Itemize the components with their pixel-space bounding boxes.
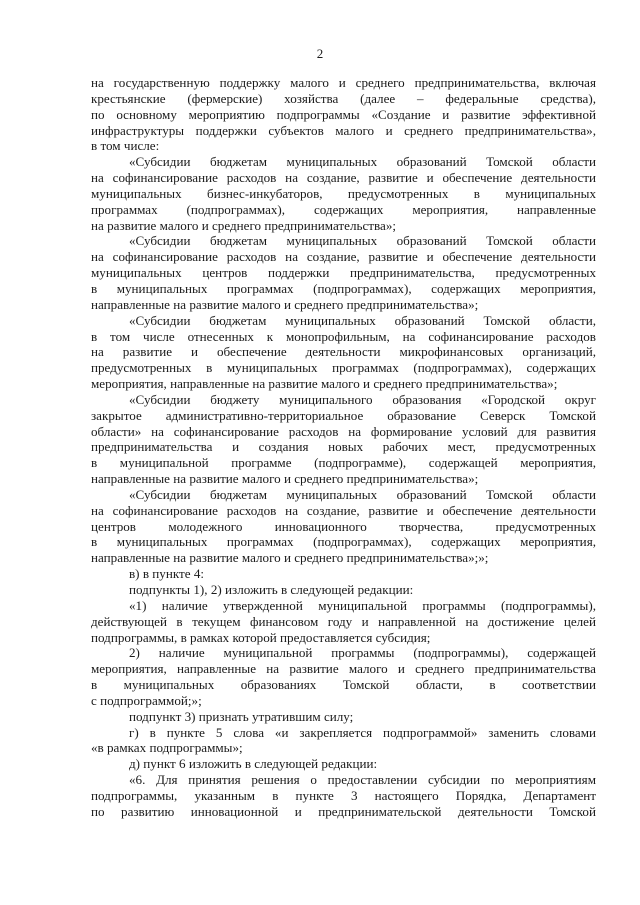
text-line: в муниципальной программе (подпрограмме), содержащей мероприятия, [91,455,596,471]
text-line: д) пункт 6 изложить в следующей редакции: [129,756,378,772]
text-line: по основному мероприятию подпрограммы «Создание и развитие эффективной [91,106,596,122]
text-line: «Субсидии бюджету муниципального образования «Городской округ [129,391,596,407]
text-line: в) в пункте 4: [129,566,205,582]
text-line: крестьянские (фермерские) хозяйства (далее – федеральные средства), [91,90,596,106]
text-line: «6. Для принятия решения о предоставлении субсидии по мероприятиям [129,772,596,788]
text-line: действующей в текущем финансовом году и направленной на достижение целей [91,613,596,629]
text-line: «1) наличие утвержденной муниципальной программы (подпрограммы), [129,597,596,613]
text-line: направленные на развитие малого и среднего предпринимательства»; [91,296,479,312]
text-line: в том числе: [91,138,160,154]
text-line: подпункт 3) признать утратившим силу; [129,708,354,724]
text-line: мероприятия, направленные на развитие малого и среднего предпринимательства»; [91,376,558,392]
text-line: на государственную поддержку малого и среднего предпринимательства, включая [91,75,596,90]
text-line: закрытое административно-территориальное образование Северск Томской [91,407,596,423]
text-line: на софинансирование расходов на создание, развитие и обеспечение деятельности [91,502,596,518]
text-line: «в рамках подпрограммы»; [91,740,243,756]
text-line: г) в пункте 5 слова «и закрепляется подпрограммой» заменить словами [129,724,596,740]
text-line: предусмотренных в муниципальных программах (подпрограммах), содержащих [91,360,596,376]
document-body [91,75,596,820]
text-line: с подпрограммой;»; [91,692,202,708]
text-line: на развитие и обеспечение деятельности микрофинансовых организаций, [91,344,596,360]
text-line: программах (подпрограммах), содержащих мероприятия, направленные [91,201,596,217]
page-number: 2 [316,46,324,61]
text-line: по развитию инновационной и предпринимательской деятельности Томской [91,803,596,819]
text-line: «Субсидии бюджетам муниципальных образований Томской области [129,486,596,502]
text-line: мероприятия, направленные на развитие малого и среднего предпринимательства [91,661,596,677]
text-line: в муниципальных программах (подпрограммах), содержащих мероприятия, [91,280,596,296]
text-line: муниципальных бизнес-инкубаторов, предусмотренных в муниципальных [91,185,596,201]
text-line: муниципальных центров поддержки предпринимательства, предусмотренных [91,265,596,281]
text-line: на софинансирование расходов на создание, развитие и обеспечение деятельности [91,170,596,186]
text-line: подпункты 1), 2) изложить в следующей редакции: [129,582,414,597]
text-line: предпринимательства и создания новых рабочих мест, предусмотренных [91,439,596,455]
text-line: центров молодежного инновационного творчества, предусмотренных [91,518,596,534]
text-line: направленные на развитие малого и среднего предпринимательства»; [91,471,479,487]
text-line: инфраструктуры поддержки субъектов малого и среднего предпринимательства», [91,122,596,138]
text-line: «Субсидии бюджетам муниципальных образований Томской области, [129,312,596,328]
text-line: 2) наличие муниципальной программы (подпрограммы), содержащей [129,645,596,661]
text-line: направленные на развитие малого и среднего предпринимательства»;»; [91,550,489,566]
text-line: в муниципальных образованиях Томской области, в соответствии [91,677,596,693]
text-line: на софинансирование расходов на создание, развитие и обеспечение деятельности [91,249,596,265]
text-line: на развитие малого и среднего предпринимательства»; [91,217,396,233]
text-line: подпрограммы, указанным в пункте 3 настоящего Порядка, Департамент [91,787,596,803]
text-line: в муниципальных программах (подпрограммах), содержащих мероприятия, [91,534,596,550]
text-line: в том числе отнесенных к монопрофильным, на софинансирование расходов [91,328,596,344]
text-line: «Субсидии бюджетам муниципальных образований Томской области [129,233,596,249]
text-line: подпрограммы, в рамках которой предоставляется субсидия; [91,629,431,645]
text-line: области» на софинансирование расходов на формирование условий для развития [91,423,596,439]
text-line: «Субсидии бюджетам муниципальных образований Томской области [129,154,596,170]
